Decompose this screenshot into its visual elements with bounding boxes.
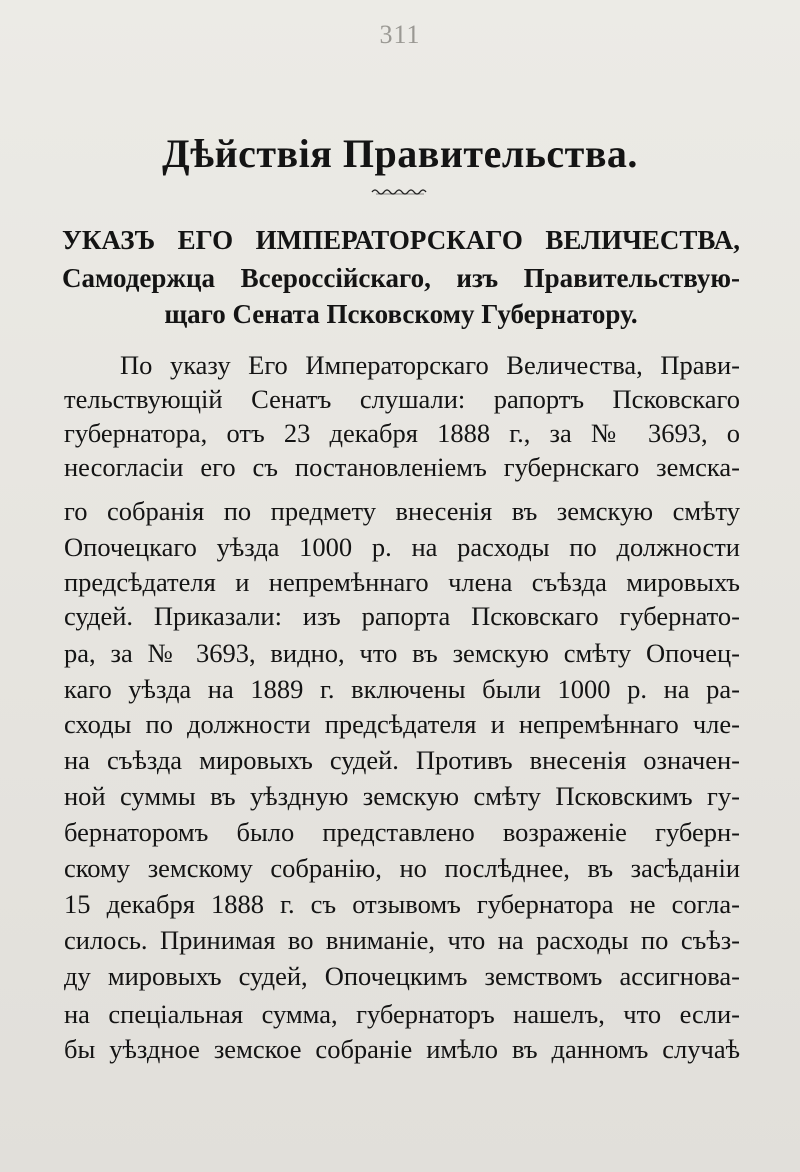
decree-heading-line-3: щаго Сената Псковскому Губернатору. — [164, 299, 638, 329]
page-title: Дѣйствія Правительства. — [162, 131, 638, 176]
body-line-5: го собранія по предмету внесенія въ земскую смѣту — [64, 496, 740, 526]
body-line-14: бернаторомъ было представлено возраженіе губерн- — [64, 817, 740, 847]
body-line-1: По указу Его Императорскаго Величества, Прави- — [120, 350, 740, 380]
body-line-18: ду мировыхъ судей, Опочецкимъ земствомъ ассигнова- — [64, 961, 740, 991]
body-line-6: Опочецкаго уѣзда 1000 р. на расходы по должности — [64, 532, 740, 562]
body-line-17: силось. Принимая во вниманіе, что на расходы по съѣз- — [64, 925, 740, 955]
body-line-3: губернатора, отъ 23 декабря 1888 г., за № 3693, о — [64, 418, 740, 448]
decree-heading-line-2: Самодержца Всероссійскаго, изъ Правительствую- — [62, 263, 740, 293]
body-line-16: 15 декабря 1888 г. съ отзывомъ губернатора не согла- — [64, 889, 740, 919]
body-line-13: ной суммы въ уѣздную земскую смѣту Псковскимъ гу- — [64, 781, 740, 811]
body-line-8: судей. Приказали: изъ рапорта Псковскаго губернато- — [64, 601, 740, 631]
body-line-15: скому земскому собранію, но послѣднее, въ засѣданіи — [64, 853, 740, 883]
page-number: 311 — [379, 20, 421, 49]
body-line-11: сходы по должности предсѣдателя и непремѣннаго чле- — [64, 709, 740, 739]
body-line-10: каго уѣзда на 1889 г. включены были 1000 р. на ра- — [64, 674, 740, 704]
body-line-20: бы уѣздное земское собраніе имѣло въ данномъ случаѣ — [64, 1034, 740, 1064]
body-line-9: ра, за № 3693, видно, что въ земскую смѣту Опочец- — [64, 638, 740, 668]
body-line-12: на съѣзда мировыхъ судей. Противъ внесенія означен- — [64, 745, 740, 775]
wavy-divider-ornament — [370, 185, 430, 199]
body-line-2: тельствующій Сенатъ слушали: рапортъ Псковскаго — [64, 384, 740, 414]
body-line-19: на спеціальная сумма, губернаторъ нашелъ, что если- — [64, 999, 740, 1029]
body-line-4: несогласіи его съ постановленіемъ губернскаго земска- — [64, 452, 740, 482]
body-line-7: предсѣдателя и непремѣннаго члена съѣзда мировыхъ — [64, 567, 740, 597]
decree-heading-line-1: УКАЗЪ ЕГО ИМПЕРАТОРСКАГО ВЕЛИЧЕСТВА, — [62, 225, 740, 255]
